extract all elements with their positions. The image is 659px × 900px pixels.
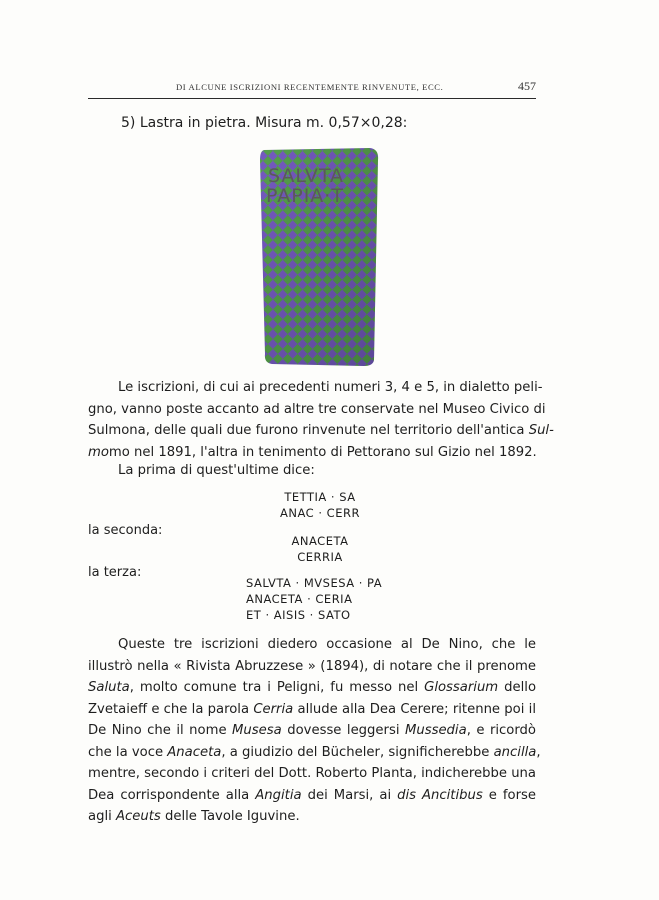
paragraph-2-line: agli Aceuts delle Tavole Iguvine. — [88, 809, 300, 824]
running-title: DI ALCUNE ISCRIZIONI RECENTEMENTE RINVENUTE, ECC. — [176, 82, 444, 92]
paragraph-2-line: mentre, secondo i criteri del Dott. Roberto Planta, indicherebbe una — [88, 766, 536, 781]
inscription-second — [210, 533, 430, 565]
paragraph-1-line: momo nel 1891, l'altra in tenimento di Pettorano sul Gizio nel 1892. — [88, 444, 537, 460]
inscription-line: ANAC · CERR — [280, 506, 360, 520]
paragraph-2-line: De Nino che il nome Musesa dovesse leggersi Mussedia, e ricordò — [88, 723, 536, 738]
paragraph-1-line: Sulmona, delle quali due furono rinvenute nel territorio dell'antica Sul- — [88, 423, 554, 438]
inscription-line: TETTIA · SA — [284, 490, 356, 504]
paragraph-2-line: che la voce Anaceta, a giudizio del Bücheler, significherebbe ancilla, — [88, 744, 541, 760]
paragraph-2-line: Dea corrispondente alla Angitia dei Marsi, ai dis Ancitibus e forse — [88, 787, 536, 803]
inscription-line: ET · AISIS · SATO — [246, 608, 351, 622]
page-number: 457 — [518, 79, 536, 93]
inscription-line: CERRIA — [297, 550, 343, 564]
paragraph-2-line: Saluta, molto comune tra i Peligni, fu messo nel Glossarium dello — [88, 680, 537, 695]
label-third: la terza: — [88, 565, 142, 580]
inscription-third — [246, 575, 466, 623]
inscription-line: SALVTA · MVSESA · PA — [246, 576, 383, 590]
paragraph-1-line: gno, vanno poste accanto ad altre tre conservate nel Museo Civico di — [88, 401, 546, 417]
figure-caption: 5) Lastra in pietra. Misura m. 0,57×0,28: — [121, 115, 408, 131]
paragraph-1-line: Le iscrizioni, di cui ai precedenti numeri 3, 4 e 5, in dialetto peli- — [118, 380, 543, 395]
paragraph-2-line: illustrò nella « Rivista Abruzzese » (1894), di notare che il prenome — [88, 658, 536, 674]
paragraph-2-line: Zvetaieff e che la parola Cerria allude alla Dea Cerere; ritenne poi il — [88, 701, 536, 717]
stone-slab-image — [258, 146, 382, 368]
stone-slab-photo — [258, 146, 382, 368]
inscription-line: ANACETA · CERIA — [246, 592, 353, 606]
slab-inscription-line-2: PAPIA·T — [266, 185, 344, 207]
paragraph-2-line: Queste tre iscrizioni diedero occasione al De Nino, che le — [118, 637, 536, 652]
inscription-line: ANACETA — [291, 534, 349, 548]
slab-inscription-line-1: SALVTA — [268, 165, 345, 187]
label-second: la seconda: — [88, 523, 163, 538]
paragraph-1 — [88, 377, 554, 463]
paragraph-2 — [88, 634, 541, 828]
running-head — [88, 80, 536, 99]
intro-line: La prima di quest'ultime dice: — [118, 463, 315, 478]
inscription-first — [210, 489, 430, 521]
